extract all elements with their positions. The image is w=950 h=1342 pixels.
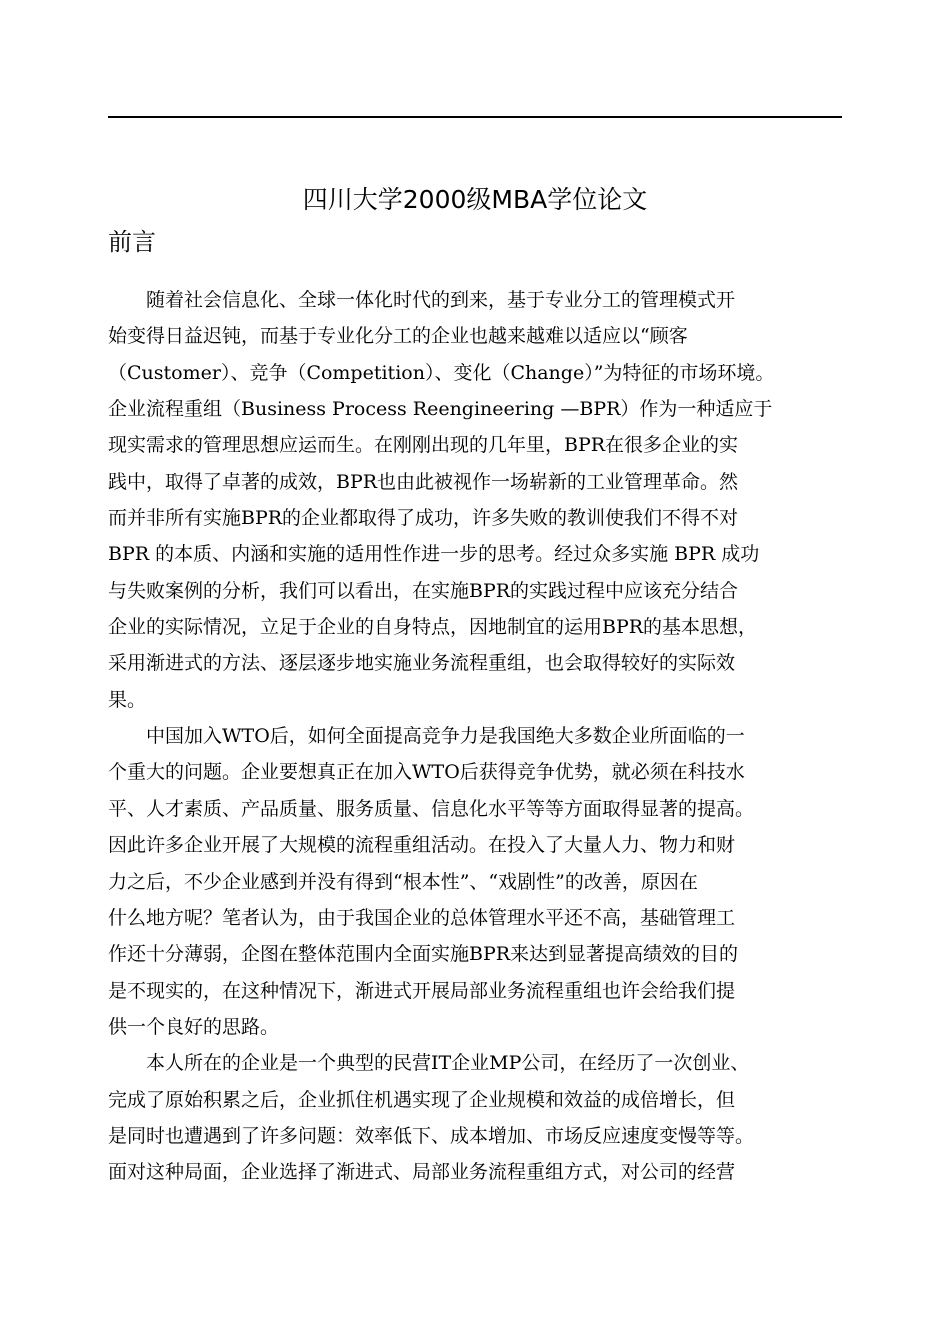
- text-line: 因此许多企业开展了大规模的流程重组活动。在投入了大量人力、物力和财: [108, 834, 736, 857]
- text-line: 现实需求的管理思想应运而生。在刚刚出现的几年里，BPR在很多企业的实: [108, 434, 739, 457]
- text-line: 而并非所有实施BPR的企业都取得了成功，许多失败的教训使我们不得不对: [108, 507, 739, 530]
- text-line: 践中，取得了卓著的成效，BPR也由此被视作一场崭新的工业管理革命。然: [108, 470, 739, 493]
- text-line: 企业流程重组（Business Process Reengineering —BPR）作为一种适应于: [108, 398, 773, 421]
- text-line: 果。: [108, 688, 147, 711]
- header-rule: [108, 116, 842, 118]
- text-line: 什么地方呢？笔者认为，由于我国企业的总体管理水平还不高，基础管理工: [108, 906, 736, 929]
- text-line: 平、人才素质、产品质量、服务质量、信息化水平等等方面取得显著的提高。: [108, 797, 755, 820]
- text-line: 供一个良好的思路。: [108, 1015, 280, 1038]
- text-line: 始变得日益迟钝，而基于专业化分工的企业也越来越难以适应以“顾客: [108, 325, 688, 348]
- text-line: 企业的实际情况，立足于企业的自身特点，因地制宜的运用BPR的基本思想，: [108, 616, 758, 639]
- text-line: 面对这种局面，企业选择了渐进式、局部业务流程重组方式，对公司的经营: [108, 1161, 736, 1184]
- text-line: 采用渐进式的方法、逐层逐步地实施业务流程重组，也会取得较好的实际效: [108, 652, 736, 675]
- text-line: 中国加入WTO后，如何全面提高竞争力是我国绝大多数企业所面临的一: [108, 725, 745, 748]
- section-heading: 前言: [108, 228, 156, 256]
- text-line: 是同时也遭遇到了许多问题：效率低下、成本增加、市场反应速度变慢等等。: [108, 1124, 755, 1147]
- body-text: [108, 282, 850, 1191]
- text-line: （Customer）、竞争（Competition）、变化（Change）”为特征的市场环境。: [108, 361, 775, 384]
- text-line: 本人所在的企业是一个典型的民营IT企业MP公司，在经历了一次创业、: [108, 1052, 750, 1075]
- text-line: BPR 的本质、内涵和实施的适用性作进一步的思考。经过众多实施 BPR 成功: [108, 543, 760, 566]
- text-line: 是不现实的，在这种情况下，渐进式开展局部业务流程重组也许会给我们提: [108, 979, 736, 1002]
- text-line: 力之后，不少企业感到并没有得到“根本性”、“戏剧性”的改善，原因在: [108, 870, 698, 893]
- text-line: 与失败案例的分析，我们可以看出，在实施BPR的实践过程中应该充分结合: [108, 579, 739, 602]
- text-line: 随着社会信息化、全球一体化时代的到来，基于专业分工的管理模式开: [108, 289, 736, 311]
- text-line: 个重大的问题。企业要想真正在加入WTO后获得竞争优势，就必须在科技水: [108, 761, 745, 784]
- text-line: 完成了原始积累之后，企业抓住机遇实现了企业规模和效益的成倍增长，但: [108, 1088, 736, 1111]
- document-title: 四川大学2000级MBA学位论文: [302, 185, 648, 214]
- text-line: 作还十分薄弱，企图在整体范围内全面实施BPR来达到显著提高绩效的目的: [108, 943, 739, 966]
